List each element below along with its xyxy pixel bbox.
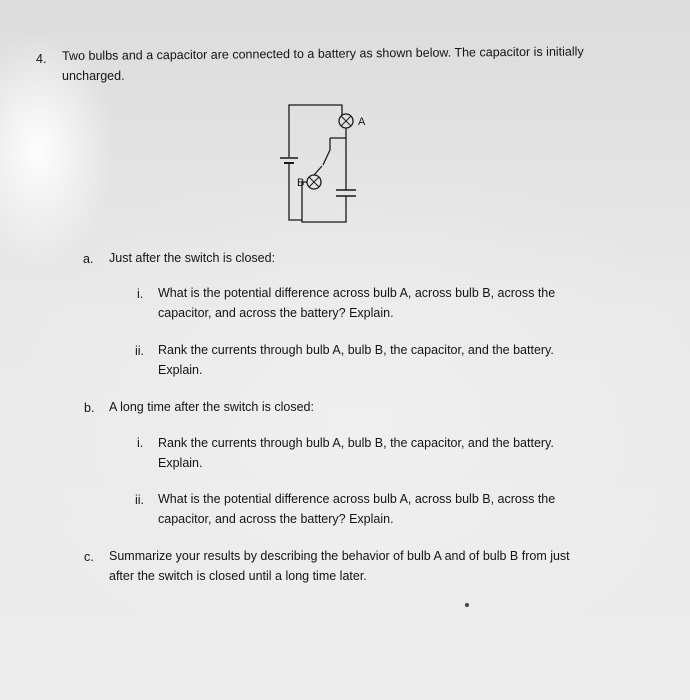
part-b-item-i-line2: Explain. — [158, 456, 203, 470]
part-a-item-i-marker: i. — [137, 287, 144, 301]
part-b-item-i-marker: i. — [137, 436, 144, 450]
part-a-marker: a. — [83, 252, 94, 266]
part-b-heading: A long time after the switch is closed: — [109, 400, 314, 414]
circuit-schematic — [270, 100, 390, 230]
problem-intro-line2: uncharged. — [62, 69, 125, 83]
part-c-line2: after the switch is closed until a long time later. — [109, 569, 367, 583]
circuit-diagram — [270, 100, 390, 230]
part-a-heading: Just after the switch is closed: — [109, 251, 276, 265]
bulb-a-label: A — [358, 116, 366, 128]
bulb-b-label: B — [297, 177, 305, 189]
wire-top — [289, 105, 342, 157]
part-a-item-ii-marker: ii. — [135, 344, 145, 358]
stray-mark — [465, 603, 469, 607]
part-a-item-i-line1: What is the potential difference across bulb A, across bulb B, across the — [158, 286, 556, 300]
part-c-marker: c. — [84, 550, 94, 564]
problem-intro-line1: Two bulbs and a capacitor are connected to a battery as shown below. The capacitor is initially — [62, 44, 584, 63]
part-a-item-i-line2: capacitor, and across the battery? Explain. — [158, 306, 394, 320]
part-b-item-i-line1: Rank the currents through bulb A, bulb B, the capacitor, and the battery. — [158, 436, 554, 450]
part-b-marker: b. — [84, 401, 95, 415]
part-a-item-ii-line1: Rank the currents through bulb A, bulb B, the capacitor, and the battery. — [158, 343, 554, 357]
part-b-item-ii-line1: What is the potential difference across bulb A, across bulb B, across the — [158, 492, 556, 506]
problem-number: 4. — [36, 52, 47, 66]
part-c-line1: Summarize your results by describing the behavior of bulb A and of bulb B from just — [109, 549, 570, 563]
part-a-item-ii-line2: Explain. — [158, 363, 203, 377]
part-b-item-ii-line2: capacitor, and across the battery? Explain. — [158, 512, 394, 526]
part-b-item-ii-marker: ii. — [135, 493, 145, 507]
